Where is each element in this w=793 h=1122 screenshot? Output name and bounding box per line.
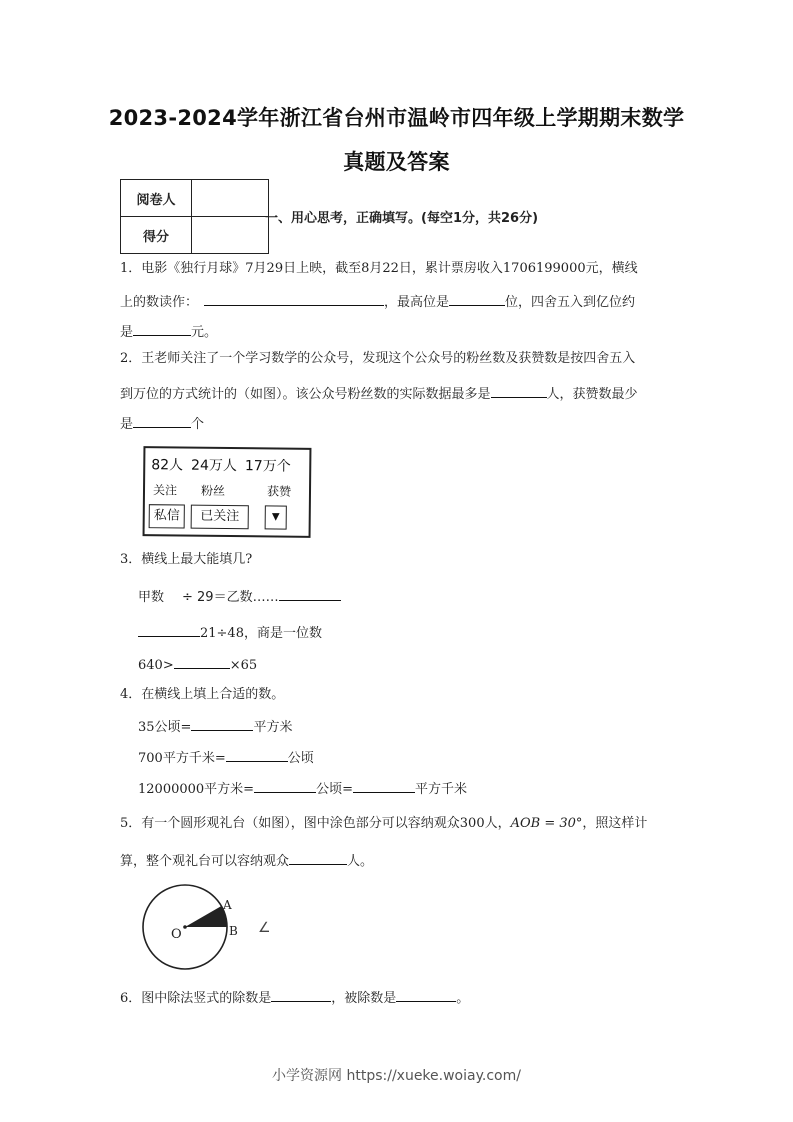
circle-figure xyxy=(135,878,295,978)
q4-line3 xyxy=(138,779,467,798)
q3-text: 21÷48，商是一位数 xyxy=(200,626,322,641)
label-o: O xyxy=(171,927,182,942)
q5-blank-total[interactable] xyxy=(289,851,347,865)
q3-heading: 3．横线上最大能填几? xyxy=(120,552,253,567)
q6-text: ，被除数是 xyxy=(331,991,397,1006)
grader-field[interactable] xyxy=(192,180,269,217)
label-a: A xyxy=(223,898,232,912)
q4-blank-hectares[interactable] xyxy=(226,748,288,762)
score-table xyxy=(120,179,269,254)
angle-symbol: ∠ xyxy=(258,920,271,936)
q2-blank-max-fans[interactable] xyxy=(491,384,547,398)
q5-text: ，照这样计 xyxy=(582,816,648,831)
q4-text: 35公顷= xyxy=(138,720,192,735)
q2-text: 是 xyxy=(120,417,134,432)
q4-line1 xyxy=(138,717,292,736)
q1-text: 元。 xyxy=(191,325,218,340)
q5-line2 xyxy=(120,851,373,870)
q1-blank-highest-place[interactable] xyxy=(449,292,505,306)
grader-label: 阅卷人 xyxy=(121,180,192,217)
q1-blank-reading[interactable] xyxy=(204,292,384,306)
q1-line3 xyxy=(120,322,217,341)
q3-blank-digit[interactable] xyxy=(138,623,200,637)
q4-text: 12000000平方米= xyxy=(138,782,255,797)
q1-text: ，最高位是 xyxy=(384,295,450,310)
q3-line1 xyxy=(138,587,341,606)
q2-text: 人，获赞数最少 xyxy=(546,387,638,402)
q3-blank-factor[interactable] xyxy=(174,655,230,669)
q4-blank-sq-km[interactable] xyxy=(353,779,415,793)
followed-button: 已关注 xyxy=(191,505,249,530)
q1-line2 xyxy=(120,292,635,311)
label-b: B xyxy=(229,924,238,938)
q2-text: 到万位的方式统计的（如图）。该公众号粉丝数的实际数据最多是 xyxy=(120,387,491,402)
q3-text: 640> xyxy=(138,658,174,673)
fans-count: 24万人 xyxy=(191,457,238,475)
score-field[interactable] xyxy=(192,217,269,254)
q4-text: 平方千米 xyxy=(414,782,467,797)
q5-angle-math: AOB = 30° xyxy=(510,816,583,831)
q3-blank-remainder[interactable] xyxy=(279,587,341,601)
q4-blank-hectares-2[interactable] xyxy=(254,779,316,793)
footer-watermark: 小学资源网 https://xueke.woiay.com/ xyxy=(272,1068,521,1084)
wechat-profile-figure xyxy=(143,446,312,538)
q3-text: ×65 xyxy=(229,658,258,673)
q2-line2 xyxy=(120,384,638,403)
q6-text: 。 xyxy=(456,991,470,1006)
page-subtitle: 真题及答案 xyxy=(343,150,450,174)
message-button: 私信 xyxy=(149,504,185,528)
q4-blank-sq-m[interactable] xyxy=(191,717,253,731)
q3-text: ÷ 29＝乙数…… xyxy=(182,590,279,605)
dropdown-icon: ▼ xyxy=(265,505,287,529)
q4-text: 700平方千米= xyxy=(138,751,226,766)
fans-label: 粉丝 xyxy=(200,483,226,498)
q3-line2 xyxy=(138,623,322,642)
q6-blank-dividend[interactable] xyxy=(396,988,456,1002)
q3-line3 xyxy=(138,655,257,674)
likes-count: 17万个 xyxy=(244,458,291,475)
center-point xyxy=(183,925,187,929)
follow-label: 关注 xyxy=(152,483,178,498)
section-heading: 一、用心思考，正确填写。(每空1分，共26分) xyxy=(265,211,539,226)
q1-text: 位，四舍五入到亿位约 xyxy=(505,295,636,310)
q5-text: 人。 xyxy=(347,854,374,869)
q4-heading: 4．在横线上填上合适的数。 xyxy=(120,687,285,702)
q1-text: 是 xyxy=(120,325,134,340)
q2-line1: 2．王老师关注了一个学习数学的公众号，发现这个公众号的粉丝数及获赞数是按四舍五入 xyxy=(120,351,636,366)
q6-blank-divisor[interactable] xyxy=(271,988,331,1002)
q6-line1 xyxy=(120,988,469,1007)
score-label: 得分 xyxy=(121,217,192,254)
stats-row xyxy=(151,454,299,476)
q1-line1: 1．电影《独行月球》7月29日上映，截至8月22日，累计票房收入1706199000元，横线 xyxy=(120,261,638,276)
q5-text: 5．有一个圆形观礼台（如图），图中涂色部分可以容纳观众300人， xyxy=(120,816,511,831)
shaded-sector xyxy=(185,906,227,927)
q4-text: 公顷= xyxy=(316,782,353,797)
q3-text: 甲数 xyxy=(138,590,165,605)
q1-blank-rounded[interactable] xyxy=(133,322,191,336)
q2-blank-min-likes[interactable] xyxy=(133,414,191,428)
q2-text: 个 xyxy=(191,417,205,432)
q4-line2 xyxy=(138,748,314,767)
q5-text: 算，整个观礼台可以容纳观众 xyxy=(120,854,290,869)
follow-count: 82人 xyxy=(151,457,184,474)
q4-text: 平方米 xyxy=(253,720,293,735)
q2-line3 xyxy=(120,414,204,433)
page-title: 2023-2024学年浙江省台州市温岭市四年级上学期期末数学 xyxy=(108,106,685,130)
q4-text: 公顷 xyxy=(287,751,314,766)
likes-label: 获赞 xyxy=(266,484,292,499)
q1-text: 上的数读作： xyxy=(120,295,199,310)
q5-line1 xyxy=(120,816,647,832)
q6-text: 6．图中除法竖式的除数是 xyxy=(120,991,272,1006)
